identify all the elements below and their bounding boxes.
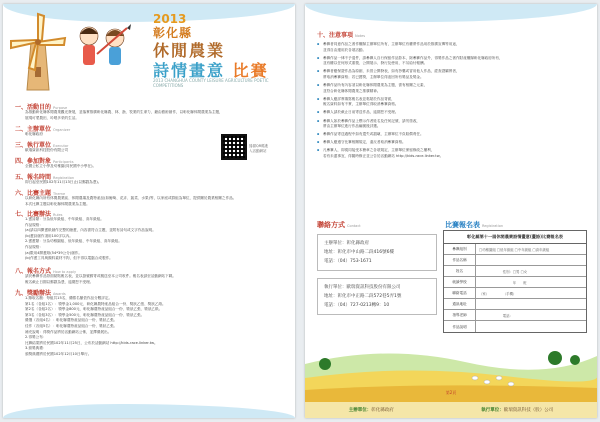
note-line: 將由主辦單位進行作品編號後評選。 xyxy=(323,124,381,129)
page-left xyxy=(3,4,295,418)
footer-organizer xyxy=(349,407,394,413)
section-line: 比賽結果將於民國102年11月25日，公布於活動網站 http://kids-race.linker.tw。 xyxy=(25,340,158,345)
section-body-4 xyxy=(25,164,285,170)
registration-form xyxy=(443,230,587,333)
note-line: ▪ 參賽作品一律不予退件，請參賽人自行保留作品影本，除參賽作品外，得獎作品之著作財產權歸彰化縣政府所有， xyxy=(323,55,503,60)
section-body-1 xyxy=(25,110,285,121)
header-title-line2-a: 詩情畫意 xyxy=(153,61,226,80)
section-title: 比賽辦法 xyxy=(27,211,52,218)
section-line: 全國公私立小學及幼稚園(同民國中小學在)。 xyxy=(25,164,97,168)
section-title-en: Executor xyxy=(53,144,69,148)
note-line: 若有未盡事宜，得隨時修正並公告於活動網站 http://kids-race.linker.tw。 xyxy=(323,154,444,158)
note-item xyxy=(317,132,587,138)
contact-phone: 電話：（04）727-0213轉9：10 xyxy=(324,303,390,308)
note-line: ▪ 參賽作品所有內容須以彰化縣休閒農業為主題，需有相關之元素， xyxy=(323,83,428,88)
form-label: 就讀學校 xyxy=(444,277,476,287)
section-title-en: Awards xyxy=(53,292,66,296)
contact-box-executor xyxy=(317,278,437,315)
contact-unit: 執行單位：歐瑞資訊科技股份有限公司 xyxy=(324,285,401,290)
section-line: 即日起至民國102年11月13日止(以郵戳為憑)。 xyxy=(25,180,102,184)
section-line: 報名截止日期以郵戳為憑，逾期恕不受理。 xyxy=(25,279,94,284)
contact-title: 聯絡方式 xyxy=(317,221,345,229)
section-num: 二 xyxy=(15,126,22,133)
form-row-description xyxy=(444,321,586,332)
section-heading-3: 三、執行單位 Executor xyxy=(15,142,69,149)
notes-section xyxy=(317,30,587,162)
form-label: 指導老師 xyxy=(444,310,476,320)
footer-executor-name: 歐瑞資訊科技（股）公司 xyxy=(503,408,554,413)
section-line: 補充說明：得獎作品將於活動網站公佈，並擇優展出。 xyxy=(25,329,112,334)
note-item xyxy=(317,140,587,146)
section-title-en: Registration xyxy=(53,176,75,180)
header-title-line1: 休閒農業 xyxy=(153,41,226,60)
form-row-group xyxy=(444,244,586,255)
contact-box-organizer xyxy=(317,234,437,271)
form-label: 聯絡電話 xyxy=(444,288,476,298)
section-line: (a)請以四開畫紙創作完整的繪畫，內容需符合主題，並附有詩句或文字作品說明。 xyxy=(25,228,156,233)
description-field[interactable] xyxy=(476,321,586,332)
section-num: 五 xyxy=(15,174,22,181)
address-field[interactable] xyxy=(476,299,586,309)
section-line: 作品規格： xyxy=(25,244,43,249)
note-line: 將取消參賽資格；若已獲獎，主辦單位得追回所有獎品及獎金。 xyxy=(323,74,424,79)
footer-executor xyxy=(481,407,553,413)
section-line: 展現可愛農田，吟唱多采的生活。 xyxy=(25,115,79,120)
section-title: 參加對象 xyxy=(27,158,52,165)
form-label: 姓名 xyxy=(444,266,476,276)
section-body-5 xyxy=(25,180,285,186)
footer-executor-label: 執行單位： xyxy=(481,408,504,413)
section-line: 請於參賽作品背面黏貼報名表，並以掛號郵寄或親送至本公司收件。報名表請至活動網站下載。 xyxy=(25,274,176,278)
contact-address: 地址：彰化市中山路二段416號6樓 xyxy=(324,250,394,255)
section-line: 彰化縣政府 xyxy=(25,132,43,136)
note-line: ▪ 參賽人請於截止日前寄送作品，逾期恕不受理。 xyxy=(323,110,399,115)
contact-heading xyxy=(317,220,361,230)
section-num: 七 xyxy=(15,211,22,218)
section-line: (b)畫詩創作須用100字以內。 xyxy=(25,233,73,238)
header-year: 2013 xyxy=(153,12,187,26)
footer-organizer-name: 彰化縣政府 xyxy=(371,408,394,413)
form-row-work-title xyxy=(444,255,586,266)
section-line: 作品規格： xyxy=(25,222,43,227)
section-title: 比賽主題 xyxy=(27,190,52,197)
notes-title: 十、注意事項 xyxy=(317,32,354,39)
section-line: 第1名（各組1名）：獎學金1,000元、彰化縣農特產品組合一份、獎狀乙張、獎狀乙紙。 xyxy=(25,301,166,306)
section-num: 四 xyxy=(15,158,22,165)
section-heading-2: 二、主辦單位 Organizer xyxy=(15,126,71,133)
header-county: 彰化縣 xyxy=(153,26,193,40)
note-item xyxy=(317,42,587,53)
footer-bar xyxy=(305,402,597,418)
note-line: ▪ 參賽人應詳實填寫報名表並黏貼於作品背面， xyxy=(323,96,395,101)
section-line: (a)限用4開畫紙(54*39公分)創作。 xyxy=(25,250,82,255)
form-row-address xyxy=(444,299,586,310)
group-field[interactable]: □幼稚園組 □低年級組 □中年級組 □高年級組 xyxy=(479,247,550,252)
section-title: 報名方式 xyxy=(27,268,52,275)
section-line: 頒獎典禮將於民國102年12月10日舉行。 xyxy=(25,351,92,356)
note-line: ▪ 參賽者應保證作品為原創，未曾公開發表，如有抄襲或冒用他人作品，經查證屬實者， xyxy=(323,69,460,74)
note-line: 並有權以任何形式重製、公開展示、發行及使用，不另給付報酬。 xyxy=(323,61,428,66)
children-illustration xyxy=(67,18,137,78)
section-heading-6: 六、比賽主題 Theme xyxy=(15,190,66,197)
bottom-wave-decoration xyxy=(3,404,295,418)
section-line: 2.畫畫類：分為幼稚園組、低年級組、中年級組、高年級組。 xyxy=(25,239,122,244)
page-number: 第2頁 xyxy=(445,390,457,395)
note-item xyxy=(317,56,587,67)
section-line: 1.畫詩類：分為低年級組、中年級組、高年級組。 xyxy=(25,217,104,221)
section-line: 1.錄取名額：每組共15名，優勝名額依作品分數評定。 xyxy=(25,296,113,300)
form-label: 作品名稱 xyxy=(444,255,476,265)
name-field[interactable]: 性別：□男 □女 xyxy=(479,269,528,274)
header-title-line2-b: 比賽 xyxy=(232,61,269,80)
qr-label: 掃描QR碼進入活動網站 xyxy=(249,144,269,153)
note-line: 報名資料如有不實，主辦單位得取消參賽資格。 xyxy=(323,102,399,107)
section-line: 第3名（各組3名）：獎學金500元、彰化縣農特產品組合一份、獎狀乙張。 xyxy=(25,312,145,317)
contact-unit: 主辦單位：彰化縣政府 xyxy=(324,241,369,246)
section-heading-5: 五、報名時間 Registration xyxy=(15,174,75,181)
section-body-8 xyxy=(25,274,285,285)
section-body-6 xyxy=(25,196,285,207)
note-item xyxy=(317,69,587,80)
qr-code[interactable] xyxy=(221,134,247,160)
teacher-field[interactable]: 電話： xyxy=(479,313,513,318)
section-num: 八 xyxy=(15,268,22,275)
section-body-9 xyxy=(25,296,285,358)
section-heading-7: 七、比賽辦法 Rules xyxy=(15,211,63,218)
form-row-name xyxy=(444,266,586,277)
section-title: 執行單位 xyxy=(27,142,52,149)
note-line: 並得自由運用於各項活動。 xyxy=(323,47,367,52)
note-line: ▪ 參賽者同意作品之著作權歸主辦單位所有，主辦單位有權將作品用於推廣宣傳等用途， xyxy=(323,42,460,46)
work-title-field[interactable] xyxy=(476,255,586,265)
form-title-en: Registration xyxy=(482,224,504,228)
section-title: 活動目的 xyxy=(27,104,52,111)
section-num: 三 xyxy=(15,142,22,149)
note-item xyxy=(317,83,587,94)
form-row-teacher xyxy=(444,310,586,321)
form-title: 比賽報名表 xyxy=(445,221,480,229)
note-item xyxy=(317,97,587,108)
form-header: 彰化縣第十一屆休閒農業詩情畫意(畫詩)比賽報名表 xyxy=(444,231,586,244)
notes-title-en: Notes xyxy=(355,34,366,38)
section-body-7 xyxy=(25,217,285,262)
note-item xyxy=(317,110,587,116)
page-right xyxy=(305,4,597,418)
note-line: ▪ 參賽人應遵守比賽相關規定，違反者取消參賽資格。 xyxy=(323,140,406,145)
form-label: 作品說明 xyxy=(444,321,476,332)
contact-address: 地址：彰化市中正路二段572巷5弄1號 xyxy=(324,294,402,299)
section-line: 為推動彰化縣休閒農業觀光發展，並落實推廣彰化縣農、林、漁、牧業的生命力，藉由藝術創作，以彰化縣休閒農業為主題， xyxy=(25,110,223,114)
section-line: 3.頒獎典禮： xyxy=(25,346,47,351)
section-title-en: Organizer xyxy=(53,128,71,132)
header-subtitle-en: 2013 CHANGHUA COUNTY LEISURE AGRICULTURE POETIC COMPETITIONS xyxy=(153,78,269,88)
section-num: 六 xyxy=(15,190,22,197)
section-title-en: Rules xyxy=(53,213,63,217)
section-line: 佳作（各組5名）：彰化縣農特產品組合一份、獎狀乙張。 xyxy=(25,323,118,328)
section-num: 九 xyxy=(15,290,22,297)
note-line: ▪ 凡參賽人，即視同接受本簡章之各項規定，主辦單位保留修改之權利， xyxy=(323,148,435,153)
note-item xyxy=(317,119,587,130)
note-line: ▪ 參賽人如於參賽作品上標示作者姓名及任何記號，請勿塗改， xyxy=(323,118,421,123)
section-title: 主辦單位 xyxy=(27,126,52,133)
footer-organizer-label: 主辦單位： xyxy=(348,408,372,413)
section-title-en: Theme xyxy=(53,192,66,196)
section-line: 以彰化縣內所有休閒農業區、休閒農場及農特產品(如葡萄、花卉、蔬菜、水果)等，以家庭或群組為單位，提供關於農業相關之作品。 xyxy=(25,196,237,200)
contact-phone: 電話：（04）753-1671 xyxy=(324,259,372,264)
section-heading-1: 一、活動目的 Purpose xyxy=(15,104,68,111)
note-item xyxy=(317,148,587,159)
form-label: 參賽組別 xyxy=(444,244,476,254)
section-heading-4: 四、參加對象 Participants xyxy=(15,158,74,165)
top-wave-decoration xyxy=(305,4,597,22)
note-line: ▪ 參賽作品寄送過程中如有遺失或損壞，主辦單位不負賠償責任。 xyxy=(323,132,424,137)
section-line: 2.得獎公布： xyxy=(25,335,47,340)
phone-field[interactable]: （家） （手機） xyxy=(479,291,517,296)
section-title: 報名時間 xyxy=(27,174,52,181)
windmill-icon xyxy=(9,12,67,92)
notes-heading xyxy=(317,30,587,39)
contact-title-en: Contact xyxy=(347,224,361,228)
school-field[interactable]: 年 班 xyxy=(479,280,527,285)
section-title-en: Purpose xyxy=(53,106,68,110)
section-line: 優選（各組4名）：彰化縣農特產品組合一份、獎狀乙張。 xyxy=(25,318,118,323)
form-row-school xyxy=(444,277,586,288)
form-label: 通訊地址 xyxy=(444,299,476,309)
section-heading-9: 九、獎勵辦法 Awards xyxy=(15,290,66,297)
section-title-en: How to apply xyxy=(53,270,77,274)
note-line: 並符合彰化縣休閒農業之推廣精神。 xyxy=(323,88,381,93)
section-line: 本次比賽主題以彰化縣休閒農業為主題。 xyxy=(25,201,90,206)
form-heading xyxy=(445,220,503,230)
section-num: 一 xyxy=(15,104,22,111)
section-line: 歐瑞資訊科技股份有限公司 xyxy=(25,148,69,152)
section-title: 獎勵辦法 xyxy=(27,290,52,297)
section-title-en: Participants xyxy=(53,160,74,164)
section-heading-8: 八、報名方式 How to apply xyxy=(15,268,77,275)
section-line: 第2名（各組2名）：獎學金800元、彰化縣農特產品組合一份、獎狀乙張、獎狀乙紙。 xyxy=(25,307,163,312)
form-row-phone xyxy=(444,288,586,299)
section-line: (b)作畫工具與顏料素材不拘，但不得以電腦合成製作。 xyxy=(25,256,113,261)
